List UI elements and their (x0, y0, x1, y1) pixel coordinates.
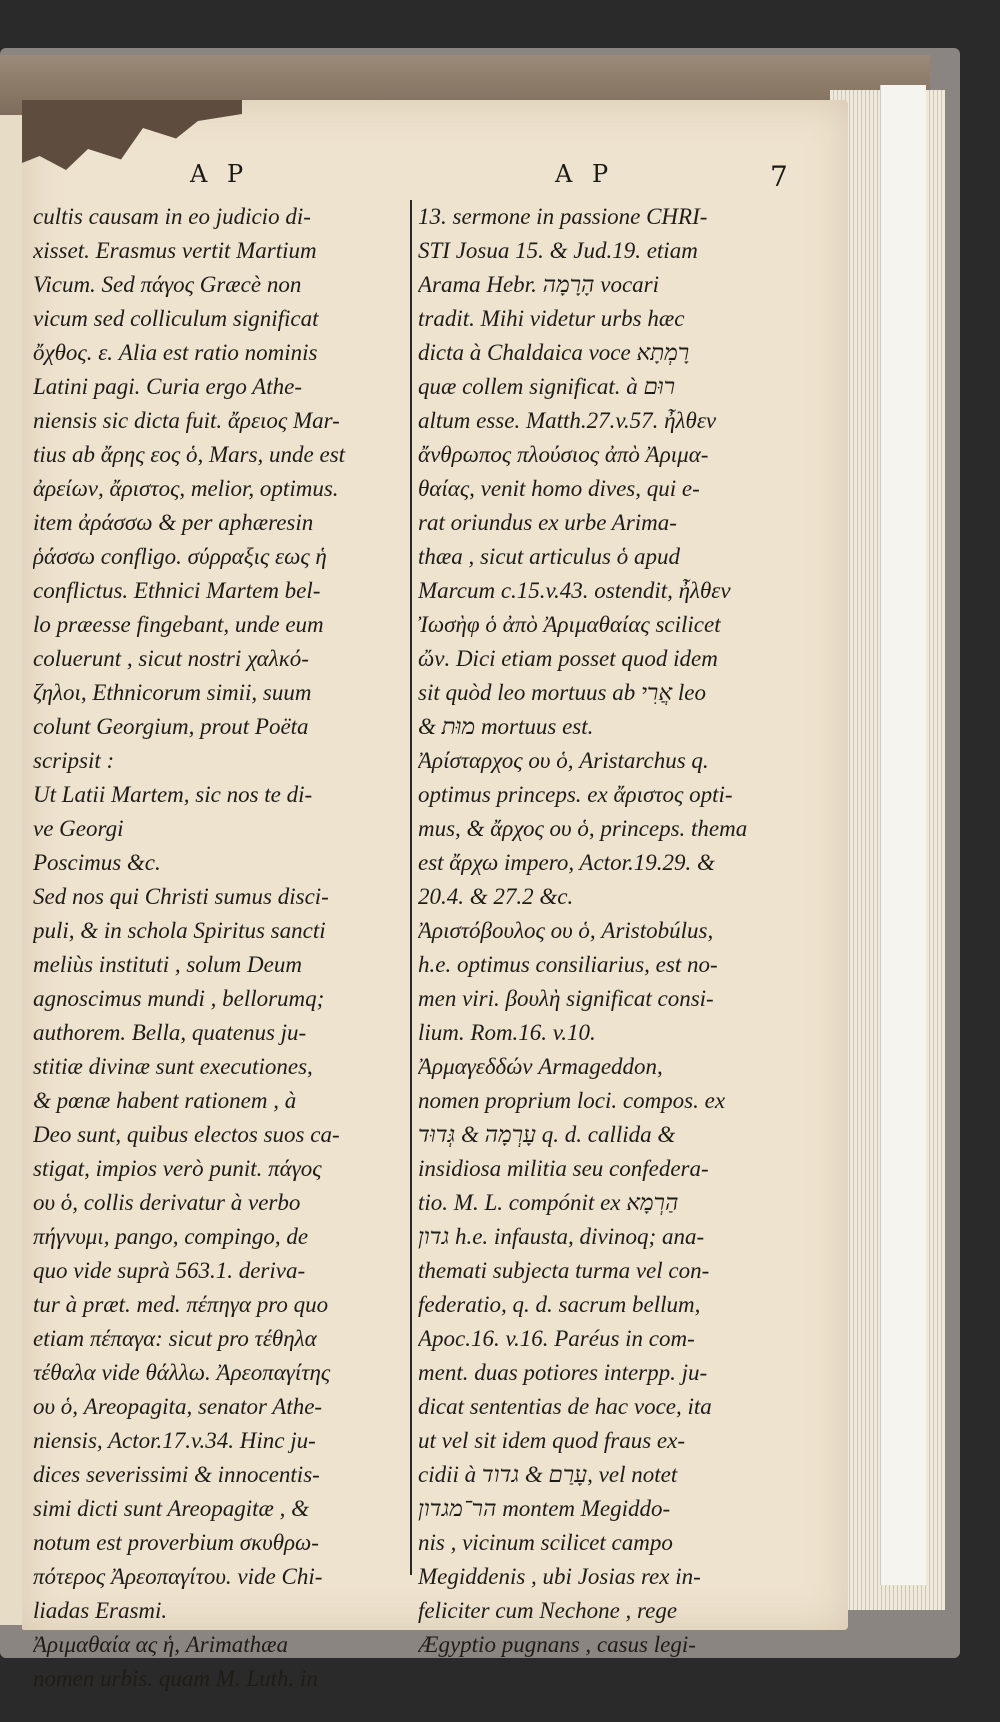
text-line: ut vel sit idem quod fraus ex- (418, 1428, 686, 1453)
text-line: גדון h.e. infausta, divinoq; ana- (418, 1224, 705, 1249)
text-line: Ἀριστόβουλος ου ὁ, Aristobúlus, (418, 918, 714, 943)
text-line: tio. M. L. compónit ex הַרְמָא (418, 1190, 679, 1215)
text-line: Ἀρίσταρχος ου ὁ, Aristarchus q. (418, 748, 709, 773)
text-line: themati subjecta turma vel con- (418, 1258, 710, 1283)
text-line: ἄνθρωπος πλούσιος ἀπὸ Ἀριμα- (418, 442, 709, 467)
text-line: & pœnæ habent rationem , à (33, 1088, 297, 1113)
text-line: quo vide suprà 563.1. deriva- (33, 1258, 306, 1283)
text-line: thæa , sicut articulus ὁ apud (418, 544, 680, 569)
text-line: Arama Hebr. הָרָמָה vocari (418, 272, 659, 297)
text-line: item ἀράσσω & per aphæresin (33, 510, 314, 535)
text-line: ὄχθος. ε. Alia est ratio nominis (33, 340, 318, 365)
text-line: 20.4. & 27.2 &c. (418, 884, 574, 909)
text-line: tius ab ἄρης εος ὁ, Mars, unde est (33, 442, 346, 467)
text-line: πήγνυμι, pango, compingo, de (33, 1224, 309, 1249)
text-line: ζηλοι, Ethnicorum simii, suum (33, 680, 312, 705)
text-line: meliùs instituti , solum Deum (33, 952, 302, 977)
right-page-edges-white (880, 85, 926, 1585)
left-column (33, 200, 428, 1696)
text-line: STI Josua 15. & Jud.19. etiam (418, 238, 698, 263)
text-line: optimus princeps. ex ἄριστος opti- (418, 782, 733, 807)
text-line: Apoc.16. v.16. Paréus in com- (418, 1326, 695, 1351)
text-line: Vicum. Sed πάγος Græcè non (33, 272, 302, 297)
text-line: Latini pagi. Curia ergo Athe- (33, 374, 302, 399)
text-line: est ἄρχω impero, Actor.19.29. & (418, 850, 715, 875)
text-line: הר־מגדון montem Megiddo- (418, 1496, 671, 1521)
text-line: πότερος Ἀρεοπαγίτου. vide Chi- (33, 1564, 323, 1589)
text-line: lium. Rom.16. v.10. (418, 1020, 596, 1045)
text-line: quæ collem significat. à רוּם (418, 374, 676, 399)
running-head-left: A P (190, 160, 250, 188)
text-line: niensis sic dicta fuit. ἄρειος Mar- (33, 408, 340, 433)
text-line: Deo sunt, quibus electos suos ca- (33, 1122, 340, 1147)
text-line: colunt Georgium, prout Poëta (33, 714, 309, 739)
text-line: Ut Latii Martem, sic nos te di- (33, 782, 313, 807)
text-line: Marcum c.15.v.43. ostendit, ἦλθεν (418, 578, 731, 603)
text-line: & מוּת mortuus est. (418, 714, 594, 739)
text-line: federatio, q. d. sacrum bellum, (418, 1292, 701, 1317)
text-line: nis , vicinum scilicet campo (418, 1530, 673, 1555)
page-number: 7 (770, 160, 788, 193)
text-line: עָרְמָה & גְּדוּד q. d. callida & (418, 1122, 676, 1147)
text-line: vicum sed colliculum significat (33, 306, 319, 331)
text-line: stitiæ divinæ sunt executiones, (33, 1054, 313, 1079)
text-line: cultis causam in eo judicio di- (33, 204, 311, 229)
text-line: ment. duas potiores interpp. ju- (418, 1360, 708, 1385)
text-line: coluerunt , sicut nostri χαλκό- (33, 646, 309, 671)
right-column (418, 200, 823, 1662)
text-line: dicta à Chaldaica voce רָמְתָא (418, 340, 690, 365)
text-line: nomen proprium loci. compos. ex (418, 1088, 726, 1113)
text-line: ve Georgi (33, 816, 124, 841)
text-line: xisset. Erasmus vertit Martium (33, 238, 317, 263)
text-line: cidii à עָרַם & גדוד, vel notet (418, 1462, 678, 1487)
text-line: nomen urbis. quam M. Luth. in (33, 1666, 318, 1691)
text-line: Ἰωσὴφ ὁ ἀπὸ Ἀριμαθαίας scilicet (418, 612, 721, 637)
text-line: θαίας, venit homo dives, qui e- (418, 476, 700, 501)
text-line: tradit. Mihi videtur urbs hæc (418, 306, 685, 331)
text-line: agnoscimus mundi , bellorumq; (33, 986, 325, 1011)
text-line: mus, & ἄρχος ου ὁ, princeps. thema (418, 816, 748, 841)
text-line: puli, & in schola Spiritus sancti (33, 918, 326, 943)
text-line: tur à præt. med. πέπηγα pro quo (33, 1292, 329, 1317)
text-line: altum esse. Matth.27.v.57. ἦλθεν (418, 408, 717, 433)
text-line: h.e. optimus consiliarius, est no- (418, 952, 718, 977)
text-line: etiam πέπαγα: sicut pro τέθηλα (33, 1326, 317, 1351)
text-line: ὤν. Dici etiam posset quod idem (418, 646, 718, 671)
text-line: feliciter cum Nechone , rege (418, 1598, 678, 1623)
text-line: 13. sermone in passione CHRI- (418, 204, 708, 229)
text-line: Ἀριμαθαία ας ἡ, Arimathæa (33, 1632, 288, 1657)
text-line: Sed nos qui Christi sumus disci- (33, 884, 329, 909)
text-line: conflictus. Ethnici Martem bel- (33, 578, 321, 603)
text-line: Ægyptio pugnans , casus legi- (418, 1632, 696, 1657)
text-line: Ἀρμαγεδδών Armageddon, (418, 1054, 663, 1079)
text-line: ου ὁ, Areopagita, senator Athe- (33, 1394, 323, 1419)
text-line: men viri. βουλὴ significat consi- (418, 986, 714, 1011)
text-line: sit quòd leo mortuus ab אֲרִי leo (418, 680, 706, 705)
text-line: stigat, impios verò punit. πάγος (33, 1156, 322, 1181)
text-line: ῥάσσω confligo. σύρραξις εως ἡ (33, 544, 327, 569)
text-line: insidiosa militia seu confedera- (418, 1156, 709, 1181)
text-line: rat oriundus ex urbe Arima- (418, 510, 677, 535)
text-line: authorem. Bella, quatenus ju- (33, 1020, 307, 1045)
text-line: simi dicti sunt Areopagitæ , & (33, 1496, 310, 1521)
text-line: dicat sententias de hac voce, ita (418, 1394, 712, 1419)
text-line: liadas Erasmi. (33, 1598, 168, 1623)
text-line: Megiddenis , ubi Josias rex in- (418, 1564, 701, 1589)
text-line: notum est proverbium σκυθρω- (33, 1530, 319, 1555)
text-line: ου ὁ, collis derivatur à verbo (33, 1190, 301, 1215)
text-line: Poscimus &c. (33, 850, 161, 875)
text-line: τέθαλα vide θάλλω. Ἀρεοπαγίτης (33, 1360, 331, 1385)
text-line: ἀρείων, ἄριστος, melior, optimus. (33, 476, 339, 501)
text-line: dices severissimi & innocentis- (33, 1462, 320, 1487)
text-line: niensis, Actor.17.v.34. Hinc ju- (33, 1428, 316, 1453)
text-line: scripsit : (33, 748, 115, 773)
running-head-right: A P (555, 160, 615, 188)
text-line: lo præesse fingebant, unde eum (33, 612, 324, 637)
